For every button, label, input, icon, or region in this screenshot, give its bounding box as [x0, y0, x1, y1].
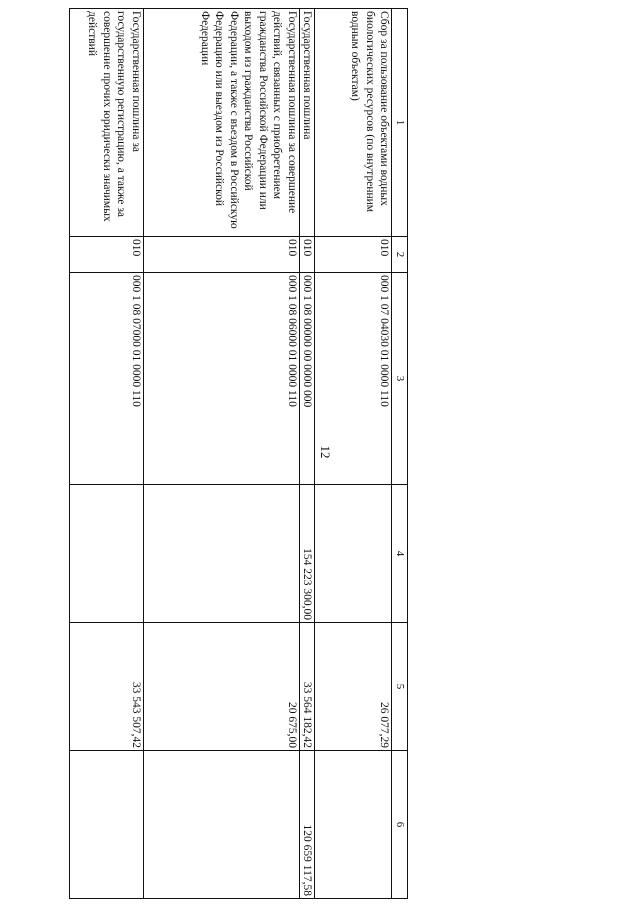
row-line-code: 010	[70, 237, 144, 273]
table-row	[70, 9, 144, 899]
rotated-table-container	[58, 8, 408, 898]
row-line-code: 010	[144, 237, 300, 273]
header-cell: 3	[392, 273, 408, 485]
page-number: 12	[318, 445, 333, 459]
row-line-code: 010	[300, 237, 316, 273]
table-row	[144, 9, 300, 899]
row-col6: 120 659 117,58	[300, 751, 316, 899]
header-cell: 5	[392, 623, 408, 751]
row-col4	[70, 485, 144, 623]
header-cell: 1	[392, 9, 408, 237]
row-col4	[144, 485, 300, 623]
row-budget-code: 000 1 08 06000 01 0000 110	[144, 273, 300, 485]
report-table	[69, 8, 408, 899]
header-cell: 2	[392, 237, 408, 273]
row-name: Государственная пошлина за совершение действий, связанных с приобретением гражданства Российской Федерации или выходом из гражданства Российской Федерации, а также с въездом в Российскую Федерацию или выездом из Российской Федерации	[144, 9, 300, 237]
row-budget-code: 000 1 07 04030 01 0000 110	[315, 273, 392, 485]
row-col6	[144, 751, 300, 899]
header-cell: 4	[392, 485, 408, 623]
row-col6	[315, 751, 392, 899]
table-header-row	[392, 9, 408, 899]
row-col5: 20 675,00	[144, 623, 300, 751]
row-col4: 154 223 300,00	[300, 485, 316, 623]
row-col5: 26 077,29	[315, 623, 392, 751]
row-col6	[70, 751, 144, 899]
row-line-code: 010	[315, 237, 392, 273]
table-row	[300, 9, 316, 899]
row-col5: 33 564 182,42	[300, 623, 316, 751]
table-row	[315, 9, 392, 899]
row-name: Государственная пошлина	[300, 9, 316, 237]
row-name: Сбор за пользование объектами водных биологических ресурсов (по внутренним водным объектам)	[315, 9, 392, 237]
row-col5: 33 543 507,42	[70, 623, 144, 751]
row-col4	[315, 485, 392, 623]
header-cell: 6	[392, 751, 408, 899]
row-budget-code: 000 1 08 07000 01 0000 110	[70, 273, 144, 485]
row-name: Государственная пошлина за государственную регистрацию, а также за совершение прочих юридически значимых действий	[70, 9, 144, 237]
row-budget-code: 000 1 08 00000 00 0000 000	[300, 273, 316, 485]
